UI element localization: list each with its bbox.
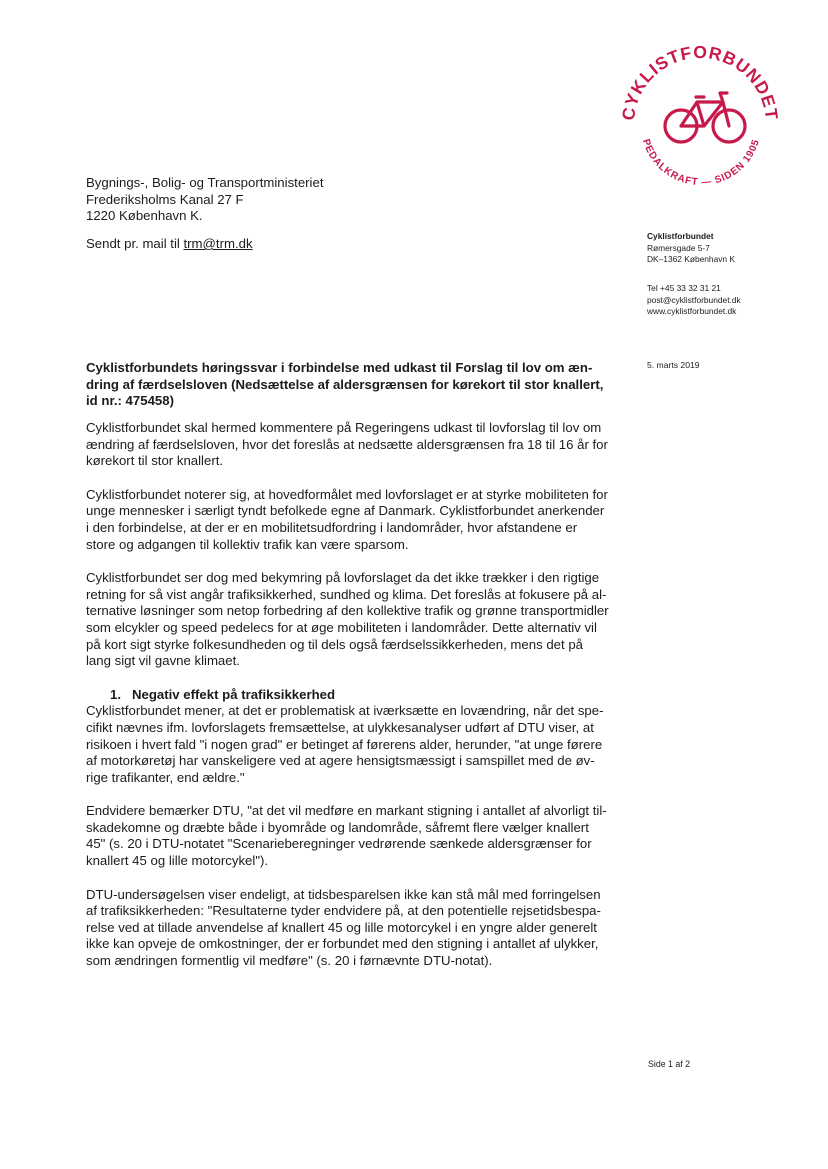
- text-line: af trafiksikkerheden: "Resultaterne tyder endvidere på, at den potentielle rejsetidsbespa-: [86, 903, 601, 919]
- text-line: Cyklistforbundet ser dog med bekymring på lovforslaget da det ikke trækker i den rigtige: [86, 570, 600, 586]
- text-line: skadekomne og dræbte både i byområde og landområde, såfremt flere vælger knallert: [86, 819, 589, 835]
- recipient-line-1: Bygnings-, Bolig- og Transportministeriet: [86, 175, 324, 190]
- text-line: som ændringen formentlig vil medføre" (s. 20 i førnævnte DTU-notat).: [86, 953, 493, 969]
- text-line: DTU-undersøgelsen viser endeligt, at tidsbesparelsen ikke kan stå mål med forringelsen: [86, 886, 601, 902]
- section-heading: [86, 687, 616, 704]
- paragraph-traffic-safety: [86, 703, 616, 786]
- sender-contact: [647, 283, 741, 318]
- sender-web[interactable]: www.cyklistforbundet.dk: [647, 306, 737, 317]
- text-line: Cyklistforbundet skal hermed kommentere på Regeringens udkast til lovforslag til lov om: [86, 420, 602, 435]
- subject-line-2: dring af færdselsloven (Nedsættelse af aldersgrænsen for kørekort til stor knallert,: [86, 376, 604, 392]
- recipient-address: [86, 175, 323, 225]
- sender-email[interactable]: post@cyklistforbundet.dk: [647, 294, 741, 305]
- paragraph-dtu-notes: [86, 803, 616, 869]
- text-line: Cyklistforbundet noterer sig, at hovedformålet med lovforslaget er at styrke mobiliteten for: [86, 486, 608, 502]
- paragraph-intro: [86, 420, 616, 470]
- sender-org: Cyklistforbundet: [647, 231, 714, 241]
- sender-phone: Tel +45 33 32 31 21: [647, 283, 721, 293]
- text-line: relse ved at tillade anvendelse af knallert 45 og lille motorcykel i en yngre alder generelt: [86, 919, 597, 935]
- text-line: cifikt nævnes ifm. lovforslagets fremsættelse, at ulykkesanalyser udført af DTU viser, at: [86, 719, 594, 735]
- section-title: Negativ effekt på trafiksikkerhed: [132, 686, 336, 702]
- text-line: unge mennesker i særligt tyndt befolkede egne af Danmark. Cyklistforbundet anerkender: [86, 503, 605, 519]
- recipient-line-2: Frederiksholms Kanal 27 F: [86, 191, 244, 207]
- sent-by-mail-line: [86, 236, 253, 251]
- text-line: store og adgangen til kollektiv trafik kan være sparsom.: [86, 536, 409, 552]
- paragraph-purpose: [86, 487, 616, 553]
- section-number: 1.: [110, 686, 121, 702]
- text-line: rige trafikanter, end ældre.": [86, 769, 245, 785]
- text-line: som elcykler og speed pedelecs for at øge mobiliteten i landområder. Dette alternativ vil: [86, 619, 597, 635]
- text-line: Cyklistforbundet mener, at det er problematisk at iværksætte en lovændring, når det spe-: [86, 703, 604, 719]
- sent-prefix: Sendt pr. mail til: [86, 236, 184, 251]
- logo-arc-top-text: CYKLISTFORBUNDET: [617, 46, 783, 122]
- text-line: knallert 45 og lille motorcykel").: [86, 853, 269, 869]
- paragraph-dtu-conclusion: [86, 887, 616, 970]
- letter-date: 5. marts 2019: [647, 360, 700, 370]
- text-line: 45" (s. 20 i DTU-notatet "Scenarieberegninger vedrørende sænkede aldersgrænser for: [86, 836, 592, 852]
- logo-arc-bottom-text: PEDALKRAFT — SIDEN 1905: [639, 137, 762, 189]
- text-line: på kort sigt styrke folkesundheden og til dels også færdselssikkerheden, mens det på: [86, 636, 584, 652]
- text-line: lang sigt vil gavne klimaet.: [86, 653, 240, 669]
- text-line: ternative løsninger som netop forbedring af den kollektive trafik og grønne transportmidler: [86, 603, 609, 619]
- logo-seal: [612, 46, 790, 196]
- text-line: Endvidere bemærker DTU, "at det vil medføre en markant stigning i antallet af alvorligt til-: [86, 803, 607, 819]
- text-line: retning for så vist angår trafiksikkerhed, sundhed og klima. Det foreslås at fokusere på al-: [86, 586, 607, 602]
- text-line: risikoen i hvert fald "i nogen grad" er betinget af førerens alder, herunder, "at unge førere: [86, 736, 603, 752]
- subject-line-1: Cyklistforbundets høringssvar i forbindelse med udkast til Forslag til lov om æn-: [86, 360, 593, 375]
- text-line: af motorkøretøj har vanskeligere ved at agere hensigtsmæssigt i samspillet med de øv-: [86, 753, 595, 769]
- text-line: ikke kan opveje de omkostninger, der er forbundet med den stigning i antallet af ulykker,: [86, 936, 599, 952]
- subject-line-3: id nr.: 475458): [86, 393, 174, 409]
- page-number: Side 1 af 2: [648, 1059, 691, 1069]
- letter-subject: [86, 360, 611, 410]
- recipient-email-link[interactable]: trm@trm.dk: [183, 236, 253, 251]
- bicycle-icon: [665, 93, 745, 142]
- paragraph-concern: [86, 570, 616, 670]
- cyklistforbundet-logo: [612, 46, 790, 196]
- text-line: ændring af færdselsloven, hvor det foreslås at nedsætte aldersgrænsen fra 18 til 16 år for: [86, 436, 608, 452]
- sender-street: Rømersgade 5-7: [647, 242, 710, 253]
- text-line: kørekort til stor knallert.: [86, 453, 224, 469]
- recipient-line-3: 1220 København K.: [86, 208, 203, 224]
- sender-address: [647, 231, 735, 266]
- sender-city: DK–1362 København K: [647, 254, 735, 265]
- text-line: i den forbindelse, at der er en mobilitetsudfordring i landområder, hvor afstandene er: [86, 519, 578, 535]
- letter-body: [86, 420, 616, 987]
